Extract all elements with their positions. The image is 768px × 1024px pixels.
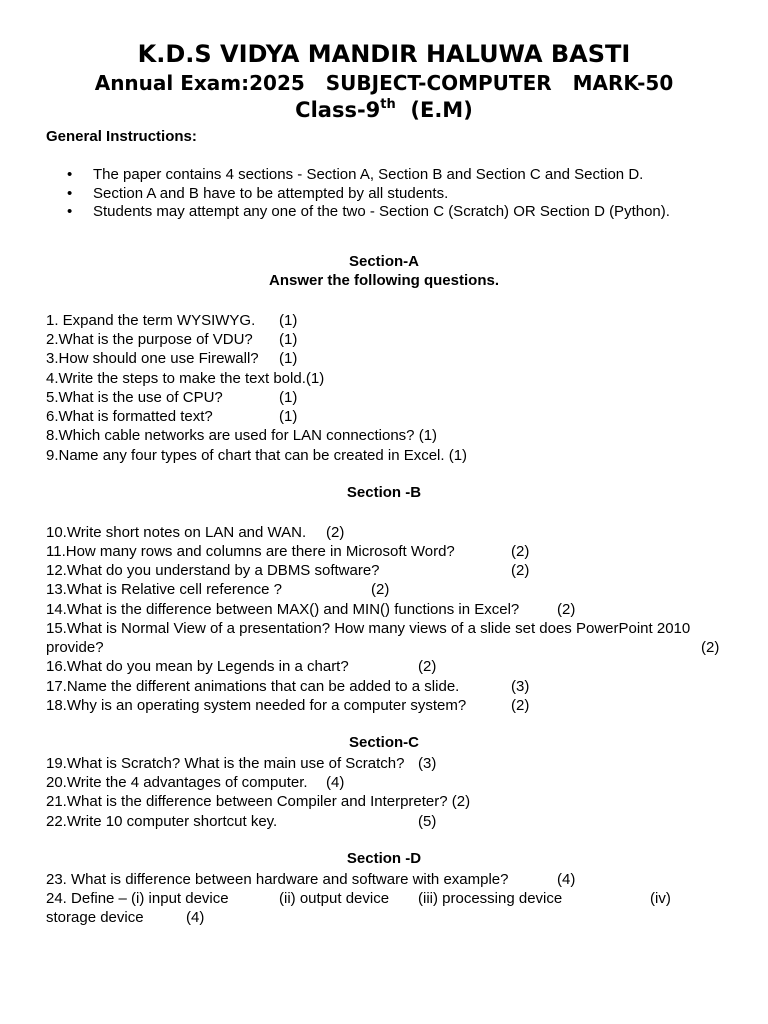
question-12: 12.What do you understand by a DBMS software? — [46, 562, 380, 579]
section-d-title: Section -D — [346, 850, 422, 867]
instruction-item: • Students may attempt any one of the two - Section C (Scratch) OR Section D (Python). — [46, 203, 670, 222]
section-b-title: Section -B — [346, 484, 422, 501]
question-17-marks: (3) — [511, 678, 530, 695]
class-line — [0, 98, 768, 122]
question-23-marks: (4) — [557, 871, 576, 888]
instructions-heading: General Instructions: — [46, 128, 197, 145]
question-15: 15.What is Normal View of a presentation? How many views of a slide set does PowerPoint 2010 — [46, 620, 691, 637]
question-2: 2.What is the purpose of VDU? — [46, 331, 253, 348]
question-5-marks: (1) — [279, 389, 298, 406]
question-18: 18.Why is an operating system needed for a computer system? — [46, 697, 467, 714]
question-15-continued: provide? — [46, 639, 104, 656]
medium-label: (E.M) — [410, 98, 473, 122]
question-5: 5.What is the use of CPU? — [46, 389, 223, 406]
question-15-marks: (2) — [701, 639, 720, 656]
subject-label: SUBJECT-COMPUTER — [325, 71, 552, 95]
question-10-marks: (2) — [326, 524, 345, 541]
section-a-title: Section-A — [348, 253, 419, 270]
question-20: 20.Write the 4 advantages of computer. — [46, 774, 308, 791]
question-1: 1. Expand the term WYSIWYG. — [46, 312, 256, 329]
question-10: 10.Write short notes on LAN and WAN. — [46, 524, 307, 541]
question-23: 23. What is difference between hardware and software with example? — [46, 871, 509, 888]
instruction-item: • The paper contains 4 sections - Section A, Section B and Section C and Section D. — [46, 166, 670, 185]
question-16: 16.What do you mean by Legends in a chart? — [46, 658, 349, 675]
question-24-marks: (4) — [186, 909, 205, 926]
instructions-list — [46, 166, 670, 222]
school-name: K.D.S VIDYA MANDIR HALUWA BASTI — [137, 40, 631, 68]
question-21: 21.What is the difference between Compiler and Interpreter? (2) — [46, 793, 471, 810]
instruction-item: • Section A and B have to be attempted by all students. — [46, 185, 670, 204]
question-2-marks: (1) — [279, 331, 298, 348]
question-22-marks: (5) — [418, 813, 437, 830]
question-12-marks: (2) — [511, 562, 530, 579]
question-6-marks: (1) — [279, 408, 298, 425]
question-24-continued: storage device — [46, 909, 144, 926]
question-24-part-ii: (ii) output device — [279, 890, 390, 907]
question-19-marks: (3) — [418, 755, 437, 772]
total-marks: MARK-50 — [572, 71, 674, 95]
exam-info-line — [0, 71, 768, 95]
question-14-marks: (2) — [557, 601, 576, 618]
question-24-part-iii: (iii) processing device — [418, 890, 563, 907]
class-superscript: th — [380, 97, 396, 112]
question-4: 4.Write the steps to make the text bold.(1) — [46, 370, 325, 387]
question-22: 22.Write 10 computer shortcut key. — [46, 813, 278, 830]
question-13-marks: (2) — [371, 581, 390, 598]
question-3-marks: (1) — [279, 350, 298, 367]
class-label: Class-9 — [295, 98, 381, 122]
question-17: 17.Name the different animations that can be added to a slide. — [46, 678, 460, 695]
question-8: 8.Which cable networks are used for LAN connections? (1) — [46, 427, 438, 444]
question-19: 19.What is Scratch? What is the main use of Scratch? — [46, 755, 405, 772]
question-18-marks: (2) — [511, 697, 530, 714]
exam-title: Annual Exam:2025 — [94, 71, 305, 95]
question-11: 11.How many rows and columns are there in Microsoft Word? — [46, 543, 455, 560]
question-16-marks: (2) — [418, 658, 437, 675]
question-24-part-iv: (iv) — [650, 890, 671, 907]
question-20-marks: (4) — [326, 774, 345, 791]
section-c-title: Section-C — [348, 734, 419, 751]
question-14: 14.What is the difference between MAX() and MIN() functions in Excel? — [46, 601, 520, 618]
question-1-marks: (1) — [279, 312, 298, 329]
question-9: 9.Name any four types of chart that can be created in Excel. (1) — [46, 447, 468, 464]
question-13: 13.What is Relative cell reference ? — [46, 581, 282, 598]
question-11-marks: (2) — [511, 543, 530, 560]
question-6: 6.What is formatted text? — [46, 408, 213, 425]
section-a-subtitle: Answer the following questions. — [268, 272, 499, 289]
question-24: 24. Define – (i) input device — [46, 890, 229, 907]
question-3: 3.How should one use Firewall? — [46, 350, 259, 367]
